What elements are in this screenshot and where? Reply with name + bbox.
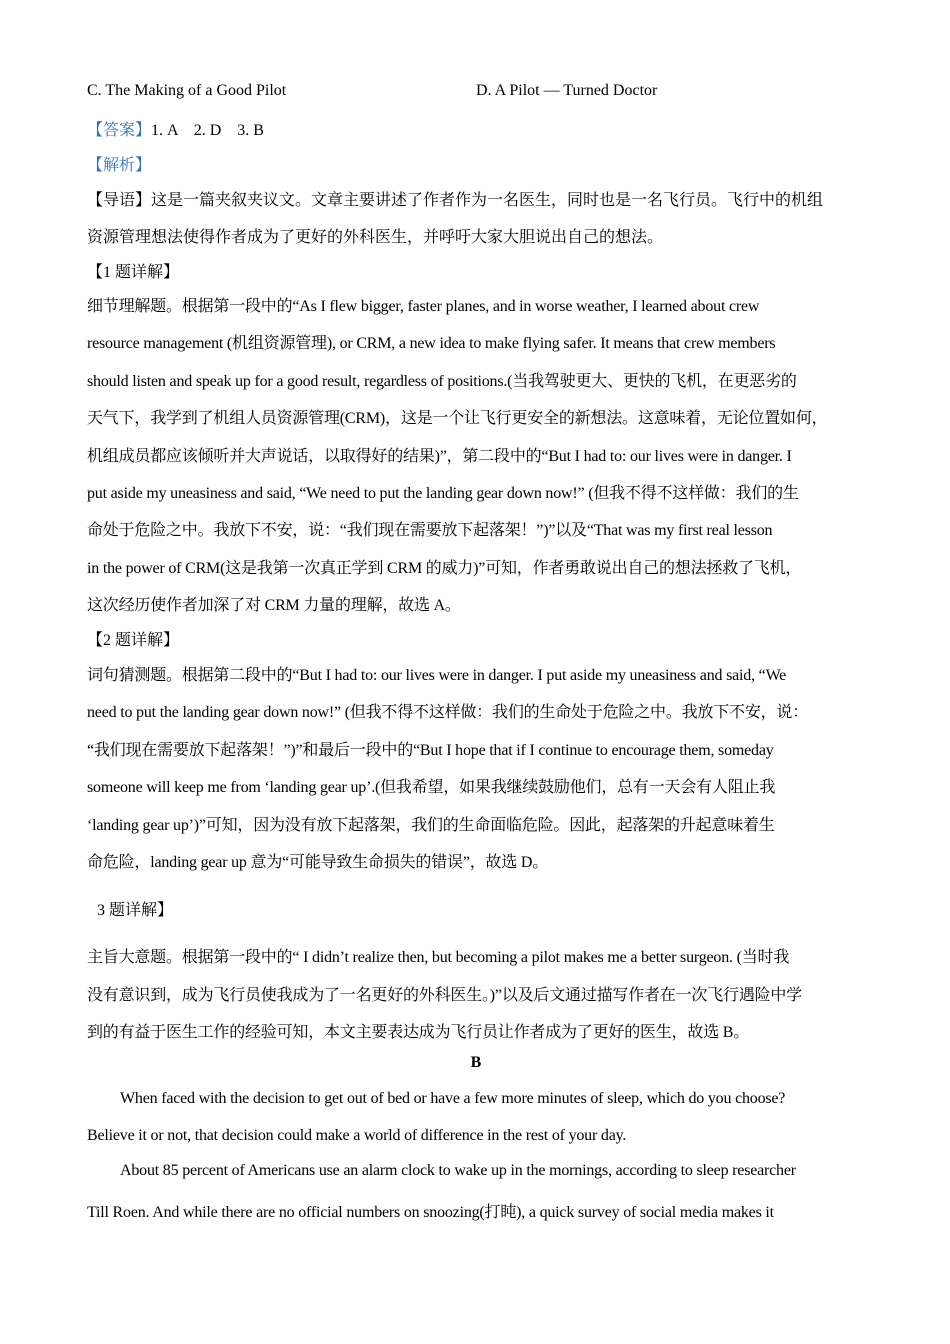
- q3-line: 没有意识到，成为飞行员使我成为了一名更好的外科医生。)”以及后文通过描写作者在一次飞行遇险中学: [87, 987, 803, 1004]
- q1-line: 这次经历使作者加深了对 CRM 力量的理解，故选 A。: [87, 597, 461, 614]
- q1-line: 天气下，我学到了机组人员资源管理(CRM)，这是一个让飞行更安全的新想法。这意味着，无论位置如何，: [87, 410, 828, 427]
- passage-b-p1-line-1: When faced with the decision to get out of bed or have a few more minutes of sleep, which do you choose?: [120, 1090, 786, 1107]
- q3-line: 主旨大意题。根据第一段中的“ I didn’t realize then, but becoming a pilot makes me a better surgeon. (当时我: [87, 949, 790, 966]
- q1-line: 细节理解题。根据第一段中的“As I flew bigger, faster planes, and in worse weather, I learned about crew: [87, 298, 760, 315]
- passage-b-p2-line-1: About 85 percent of Americans use an alarm clock to wake up in the mornings, according to sleep researcher: [120, 1162, 796, 1179]
- q1-line: in the power of CRM(这是我第一次真正学到 CRM 的威力)”可知，作者勇敢说出自己的想法拯救了飞机，: [87, 560, 802, 577]
- q2-line: 命危险，landing gear up 意为“可能导致生命损失的错误”，故选 D。: [87, 854, 549, 871]
- passage-b-p1-line-2: Believe it or not, that decision could make a world of difference in the rest of your day.: [87, 1127, 627, 1144]
- q2-line: ‘landing gear up’)”可知，因为没有放下起落架，我们的生命面临危险。因此，起落架的升起意味着生: [87, 817, 775, 834]
- q1-label: 【1 题详解】: [87, 264, 180, 281]
- q2-line: need to put the landing gear down now!” (但我不得不这样做：我们的生命处于危险之中。我放下不安，说：: [87, 704, 809, 721]
- intro-line-1: [87, 187, 823, 210]
- q1-line: should listen and speak up for a good result, regardless of positions.(当我驾驶更大、更快的飞机，在更恶劣的: [87, 373, 797, 390]
- option-c: C. The Making of a Good Pilot: [87, 82, 287, 99]
- passage-b-p2-line-2: Till Roen. And while there are no official numbers on snoozing(打盹), a quick survey of social media makes it: [87, 1204, 774, 1221]
- q2-line: 词句猜测题。根据第二段中的“But I had to: our lives were in danger. I put aside my uneasiness and said, “We: [87, 667, 787, 684]
- q1-line: 机组成员都应该倾听并大声说话，以取得好的结果)”，第二段中的“But I had to: our lives were in danger. I: [87, 448, 792, 465]
- q1-line: resource management (机组资源管理), or CRM, a new idea to make flying safer. It means that crew members: [87, 335, 776, 352]
- q2-line: someone will keep me from ‘landing gear up’.(但我希望，如果我继续鼓励他们，总有一天会有人阻止我: [87, 779, 776, 796]
- q1-line: 命处于危险之中。我放下不安，说：“我们现在需要放下起落架！”)”以及“That was my first real lesson: [87, 522, 773, 539]
- intro-text-1: 这是一篇夹叙夹议文。文章主要讲述了作者作为一名医生，同时也是一名飞行员。飞行中的机组: [151, 192, 824, 209]
- answer-line: [87, 117, 264, 140]
- q2-line: “我们现在需要放下起落架！”)”和最后一段中的“But I hope that if I continue to encourage them, someday: [87, 742, 774, 759]
- q3-label: 3 题详解】: [97, 902, 174, 919]
- answer-value: 1. A 2. D 3. B: [151, 122, 264, 139]
- section-b-title: B: [470, 1054, 482, 1071]
- intro-line-2: 资源管理想法使得作者成为了更好的外科医生，并呼吁大家大胆说出自己的想法。: [87, 229, 664, 246]
- answer-options-row: [87, 76, 865, 104]
- q2-label: 【2 题详解】: [87, 632, 180, 649]
- q1-line: put aside my uneasiness and said, “We need to put the landing gear down now!” (但我不得不这样做：我们的生: [87, 485, 799, 502]
- option-d: D. A Pilot — Turned Doctor: [476, 82, 658, 99]
- intro-label: 【导语】: [87, 192, 152, 209]
- q3-line: 到的有益于医生工作的经验可知，本文主要表达成为飞行员让作者成为了更好的医生，故选 B。: [87, 1024, 750, 1041]
- answer-label: 【答案】: [87, 122, 152, 139]
- analysis-label: 【解析】: [87, 157, 152, 174]
